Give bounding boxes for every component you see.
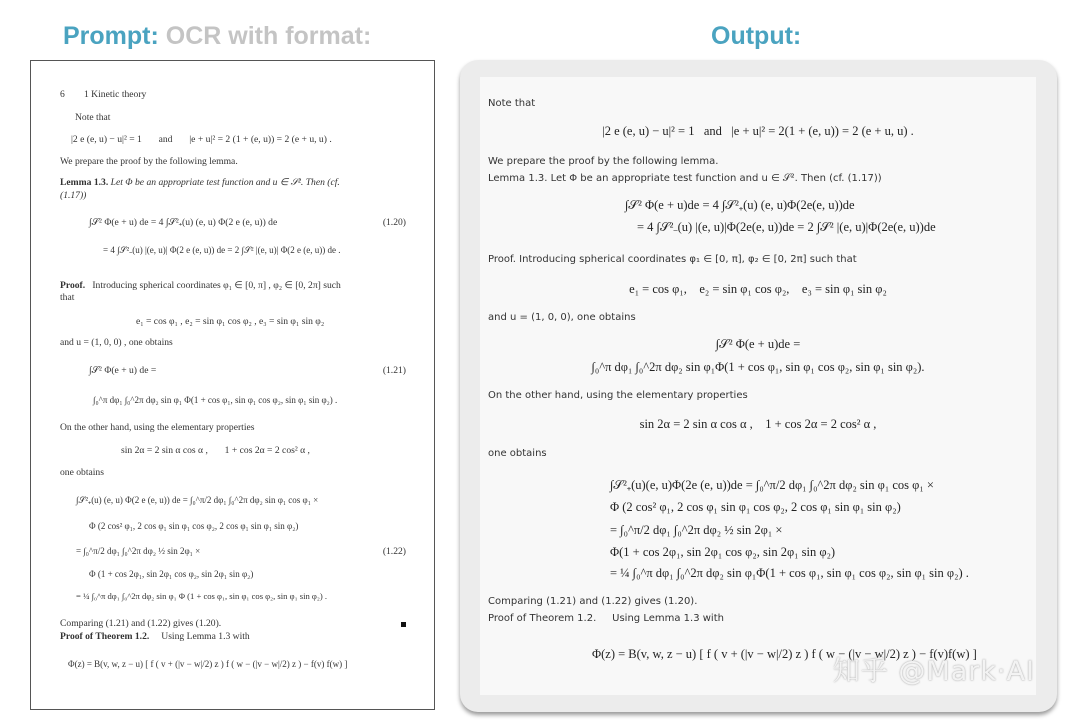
lemma-text: Let Φ be an appropriate test function and u ∈ 𝒮². Then (cf. — [110, 177, 340, 188]
equation: ∫₀^π dφ₁ ∫₀^2π dφ₂ sin φ₁ Φ(1 + cos φ₁, sin φ₁ cos φ₂, sin φ₁ sin φ₂) . — [93, 395, 338, 405]
equation: ∫𝒮² Φ(e + u) de = 4 ∫𝒮²₊(u) (e, u) Φ(2 e (e, u)) de — [89, 217, 278, 228]
text-line: Note that — [488, 98, 536, 109]
source-page-image — [30, 60, 435, 710]
equation: Φ(z) = B(v, w, z − u) [ f ( v + (|v − w|/2) z ) f ( w − (|v − w|/2) z ) − f(v) f(w) ] — [68, 659, 348, 669]
text-line: Lemma 1.3. Let Φ be an appropriate test function and u ∈ 𝒮². Then (cf. (1.17)) — [488, 173, 882, 184]
equation: ∫𝒮²₊(u) (e, u) Φ(2 e (e, u)) de = ∫₀^π/2 dφ₁ ∫₀^2π dφ₂ sin φ₁ cos φ₁ × — [76, 495, 319, 505]
equation: Φ (1 + cos 2φ₁, sin 2φ₁ cos φ₂, sin 2φ₁ sin φ₂) — [89, 569, 254, 579]
running-head: 6 1 Kinetic theory — [60, 89, 147, 100]
equation: |2 e (e, u) − u|² = 1 and |e + u|² = 2(1 + (e, u)) = 2 (e + u, u) . — [602, 124, 914, 138]
text-line: Note that — [75, 112, 111, 123]
equation: |2 e (e, u) − u|² = 1 and |e + u|² = 2 (1 + (e, u)) = 2 (e + u, u) . — [71, 134, 332, 145]
equation: e₁ = cos φ₁, e₂ = sin φ₁ cos φ₂, e₃ = sin φ₁ sin φ₂ — [629, 282, 887, 296]
text-line: that — [60, 292, 75, 303]
text-line: and u = (1, 0, 0) , one obtains — [60, 337, 173, 348]
equation-number: (1.21) — [382, 365, 406, 376]
lemma-title: Lemma 1.3. — [60, 177, 109, 188]
equation: ∫𝒮² Φ(e + u)de = — [715, 337, 801, 351]
prompt-task: OCR with format: — [165, 22, 372, 50]
text-line: Comparing (1.21) and (1.22) gives (1.20). — [488, 596, 698, 607]
text-line: Comparing (1.21) and (1.22) gives (1.20). — [60, 618, 222, 629]
equation: sin 2α = 2 sin α cos α , 1 + cos 2α = 2 cos² α , — [639, 417, 877, 431]
proof-line — [60, 631, 250, 642]
proof-line — [60, 280, 341, 291]
text-line: We prepare the proof by the following lemma. — [60, 156, 238, 167]
equation: ∫₀^π dφ₁ ∫₀^2π dφ₂ sin φ₁Φ(1 + cos φ₁, sin φ₁ cos φ₂, sin φ₁ sin φ₂). — [591, 360, 925, 374]
proof-title: Proof of Theorem 1.2. — [60, 631, 150, 642]
text-line: one obtains — [60, 467, 104, 478]
prompt-label: Prompt: — [63, 22, 159, 50]
proof-title: Proof. — [60, 280, 86, 291]
equation: ∫𝒮² Φ(e + u) de = — [89, 365, 157, 376]
equation: = ∫₀^π/2 dφ₁ ∫₀^2π dφ₂ ½ sin 2φ₁ × — [76, 546, 201, 556]
equation: = 4 ∫𝒮²₋(u) |(e, u)|Φ(2e(e, u))de = 2 ∫𝒮² |(e, u)|Φ(2e(e, u))de — [637, 220, 936, 234]
output-heading: Output: — [711, 22, 802, 50]
equation: e₁ = cos φ₁ , e₂ = sin φ₁ cos φ₂ , e₃ = sin φ₁ sin φ₂ — [136, 316, 325, 327]
lemma-line — [60, 177, 340, 188]
text-line: one obtains — [488, 448, 547, 459]
text-line — [60, 190, 86, 201]
text-line: On the other hand, using the elementary properties — [60, 422, 255, 433]
watermark: 知乎 @Mark·AI — [832, 656, 1035, 687]
prompt-heading — [63, 22, 371, 51]
equation: = ¼ ∫₀^π dφ₁ ∫₀^2π dφ₂ sin φ₁ Φ (1 + cos φ₁, sin φ₁ cos φ₂, sin φ₁ sin φ₂) . — [76, 591, 328, 601]
equation: Φ(1 + cos 2φ₁, sin 2φ₁ cos φ₂, sin 2φ₁ sin φ₂) — [610, 545, 836, 559]
proof-text: Using Lemma 1.3 with — [161, 631, 250, 642]
equation: sin 2α = 2 sin α cos α , 1 + cos 2α = 2 cos² α , — [121, 445, 310, 456]
equation: = 4 ∫𝒮²₋(u) |(e, u)| Φ(2 e (e, u)) de = 2 ∫𝒮² |(e, u)| Φ(2 e (e, u)) de . — [103, 245, 341, 255]
equation: Φ (2 cos² φ₁, 2 cos φ₁ sin φ₁ cos φ₂, 2 cos φ₁ sin φ₁ sin φ₂) — [610, 500, 901, 514]
text-line: and u = (1, 0, 0), one obtains — [488, 312, 636, 323]
text-line: Proof of Theorem 1.2. Using Lemma 1.3 with — [488, 613, 724, 624]
output-panel — [460, 60, 1057, 712]
output-content — [480, 77, 1036, 695]
equation: Φ(z) = B(v, w, z − u) [ f ( v + (|v − w|/2) z ) f ( w − (|v − w|/2) z ) − f(v)f(w) ] — [592, 647, 977, 661]
equation: ∫𝒮²₊(u)(e, u)Φ(2e (e, u))de = ∫₀^π/2 dφ₁ ∫₀^2π dφ₂ sin φ₁ cos φ₁ × — [610, 478, 934, 492]
text-line: On the other hand, using the elementary properties — [488, 390, 748, 401]
text-line: We prepare the proof by the following lemma. — [488, 156, 719, 167]
proof-text: Introducing spherical coordinates φ₁ ∈ [0, π] , φ₂ ∈ [0, 2π] such — [92, 280, 341, 291]
equation-number: (1.20) — [382, 217, 406, 228]
equation: Φ (2 cos² φ₁, 2 cos φ₁ sin φ₁ cos φ₂, 2 cos φ₁ sin φ₁ sin φ₂) — [89, 521, 299, 531]
text-line: Proof. Introducing spherical coordinates φ₁ ∈ [0, π], φ₂ ∈ [0, 2π] such that — [488, 254, 857, 265]
lemma-text: (1.17)) — [60, 190, 87, 201]
equation: ∫𝒮² Φ(e + u)de = 4 ∫𝒮²₊(u) (e, u)Φ(2e(e, u))de — [625, 198, 855, 212]
equation: = ∫₀^π/2 dφ₁ ∫₀^2π dφ₂ ½ sin 2φ₁ × — [610, 523, 783, 537]
qed-square-icon — [401, 622, 406, 627]
equation: = ¼ ∫₀^π dφ₁ ∫₀^2π dφ₂ sin φ₁Φ(1 + cos φ₁, sin φ₁ cos φ₂, sin φ₁ sin φ₂) . — [610, 566, 969, 580]
equation-number: (1.22) — [382, 546, 406, 557]
